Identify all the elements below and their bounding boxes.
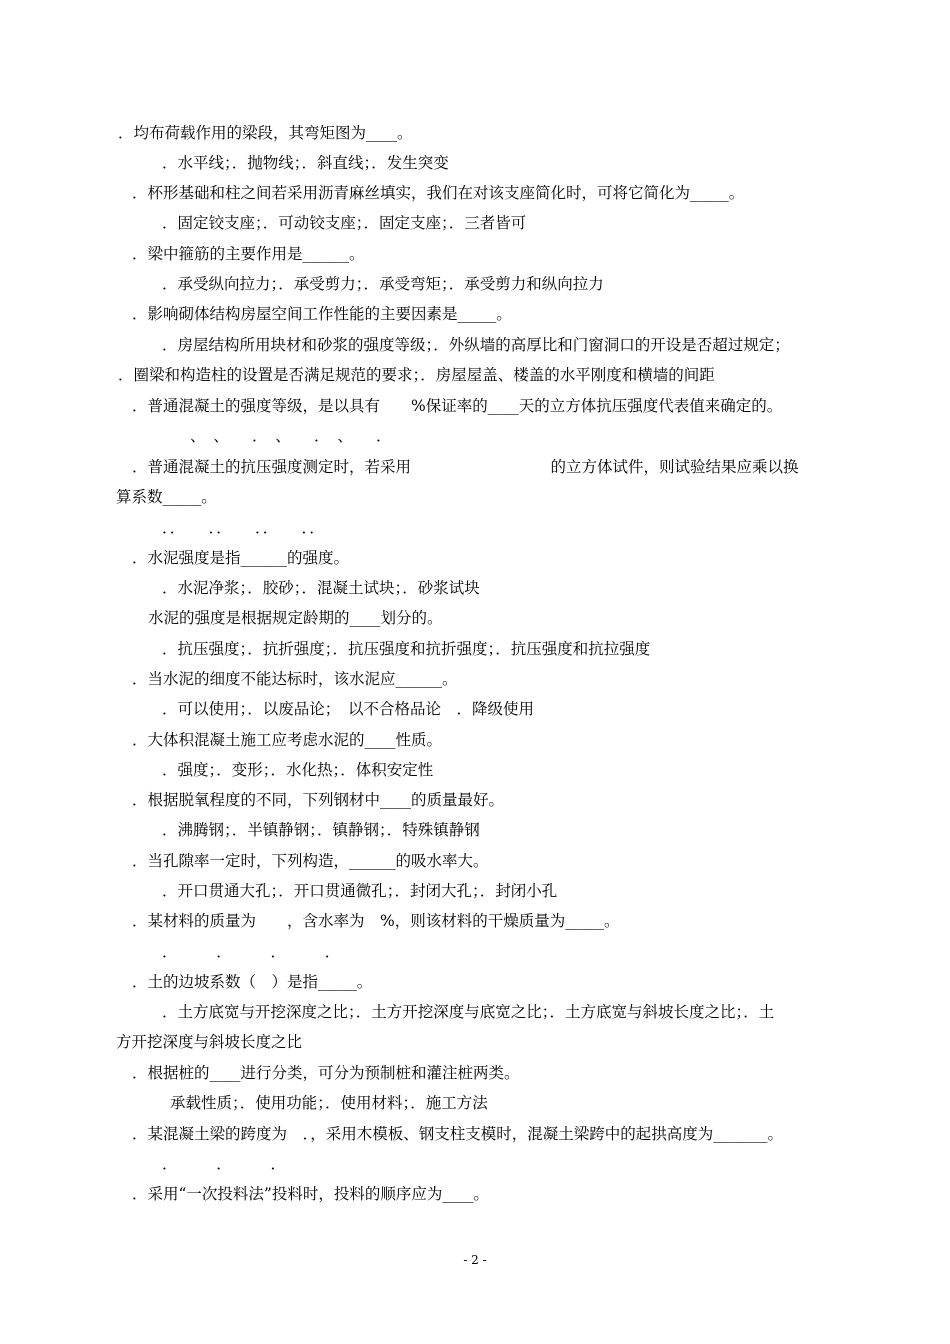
text-line: 水泥的强度是根据规定龄期的____划分的。 [148,609,443,627]
text-line: ．． ．． ．． ．． [162,519,325,537]
text-line: ．均布荷载作用的梁段，其弯矩图为____。 [118,124,413,142]
text-line: ．梁中箍筋的主要作用是______。 [132,245,365,263]
text-line: ．水泥净浆；．胶砂；．混凝土试块；．砂浆试块 [162,579,480,597]
text-line: ．圈梁和构造柱的设置是否满足规范的要求；．房屋屋盖、楼盖的水平刚度和横墙的间距 [118,366,715,384]
text-line: ．影响砌体结构房屋空间工作性能的主要因素是_____。 [132,305,512,323]
text-line: ．杯形基础和柱之间若采用沥青麻丝填实，我们在对该支座简化时，可将它简化为_____。 [132,184,745,202]
text-line: ．采用“一次投料法”投料时，投料的顺序应为____。 [132,1185,489,1203]
text-line: ． ． ． ． [162,943,341,961]
text-line: ．水平线；．抛物线；．斜直线；．发生突变 [162,154,449,172]
text-line: ．某材料的质量为 ，含水率为 %，则该材料的干燥质量为_____。 [132,912,620,930]
text-line: ．强度；．变形；．水化热；．体积安定性 [162,761,434,779]
text-line: ．房屋结构所用块材和砂浆的强度等级；．外纵墙的高厚比和门窗洞口的开设是否超过规定； [162,336,790,354]
text-line: ．承受纵向拉力；．承受剪力；．承受弯矩；．承受剪力和纵向拉力 [162,275,604,293]
text-line: ．当水泥的细度不能达标时，该水泥应______。 [132,670,458,688]
text-line: ．固定铰支座；．可动铰支座；．固定支座；．三者皆可 [162,214,527,232]
text-line: ．根据脱氧程度的不同，下列钢材中____的质量最好。 [132,791,505,809]
text-line: 算系数_____。 [116,488,217,506]
text-line: ． ． ． [162,1155,287,1173]
text-line: ．某混凝土梁的跨度为 ．，采用木模板、钢支柱支模时，混凝土梁跨中的起拱高度为_______。 [132,1125,784,1143]
text-line: ．开口贯通大孔；．开口贯通微孔；．封闭大孔；．封闭小孔 [162,882,558,900]
text-line: ．土的边坡系数（ ）是指_____。 [132,973,373,991]
text-line: 、 、 ． 、 ． 、 ． [190,427,392,445]
text-line: ．大体积混凝土施工应考虑水泥的____性质。 [132,731,443,749]
text-line: ．土方底宽与开挖深度之比；．土方开挖深度与底宽之比；．土方底宽与斜坡长度之比；．土 [162,1003,775,1021]
page-number: - 2 - [463,1253,487,1267]
text-line: ．水泥强度是指______的强度。 [132,549,350,567]
text-line: ．根据桩的____进行分类，可分为预制桩和灌注桩两类。 [132,1064,520,1082]
text-line: ．普通混凝土的抗压强度测定时，若采用 的立方体试件，则试验结果应乘以换 [132,458,799,476]
text-line: ．可以使用；．以废品论； 以不合格品论 ．降级使用 [162,700,535,718]
text-line: ．抗压强度；．抗折强度；．抗压强度和抗折强度；．抗压强度和抗拉强度 [162,640,651,658]
text-line: ．沸腾钢；．半镇静钢；．镇静钢；．特殊镇静钢 [162,821,480,839]
text-line: ．普通混凝土的强度等级，是以具有 %保证率的____天的立方体抗压强度代表值来确定的。 [132,397,783,415]
text-line: ．当孔隙率一定时，下列构造，______的吸水率大。 [132,852,489,870]
text-line: 方开挖深度与斜坡长度之比 [116,1033,303,1051]
text-line: 承载性质；．使用功能；．使用材料；．施工方法 [170,1094,488,1112]
